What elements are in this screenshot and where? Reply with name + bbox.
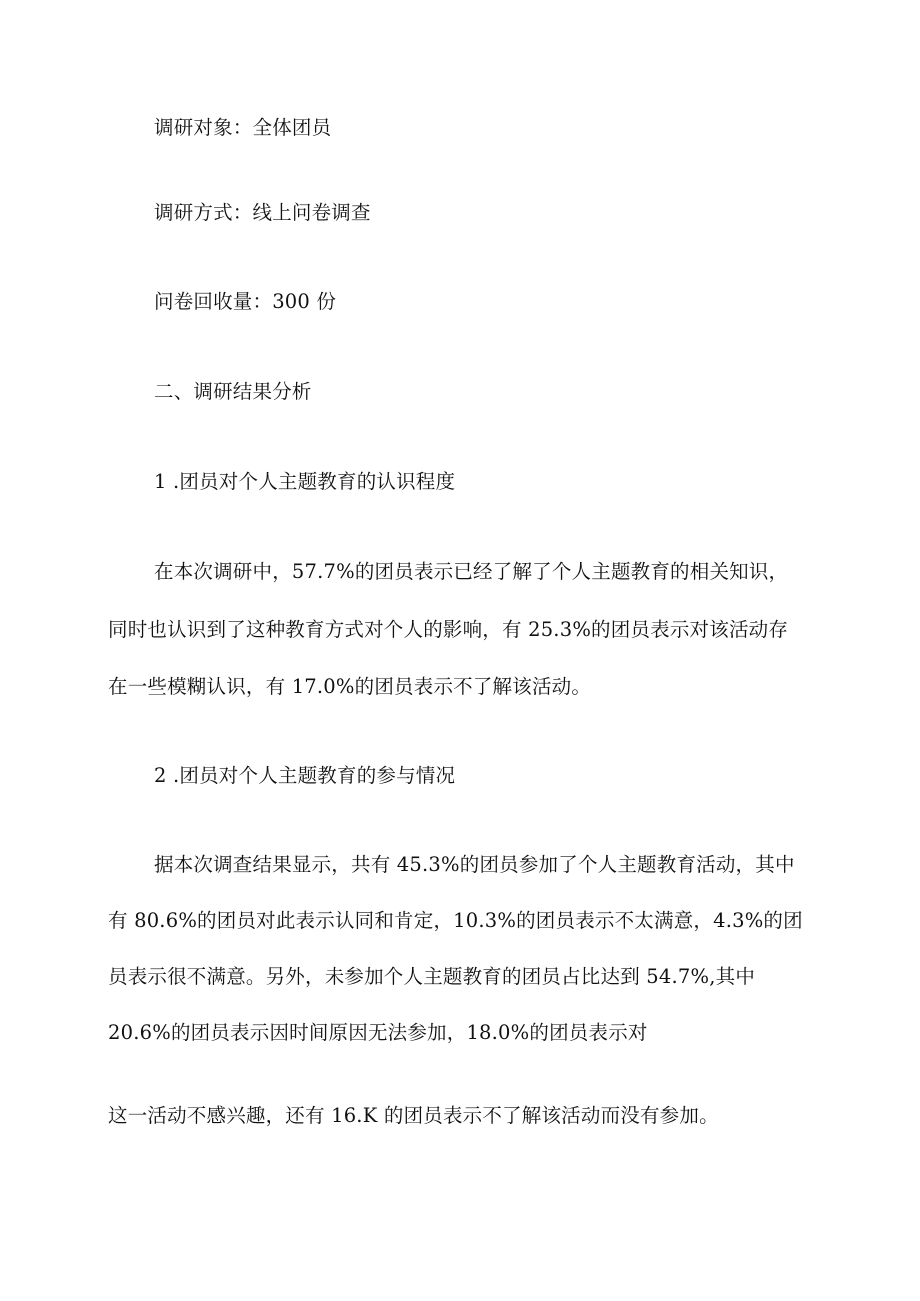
item1-title: 1 .团员对个人主题教育的认识程度 xyxy=(154,470,456,493)
item2-paragraph-line: 20.6%的团员表示因时间原因无法参加，18.0%的团员表示对 xyxy=(108,1021,648,1044)
survey-target-line: 调研对象：全体团员 xyxy=(154,116,332,139)
item2-paragraph-line: 据本次调查结果显示，共有 45.3%的团员参加了个人主题教育活动，其中 xyxy=(154,853,795,876)
item2-paragraph-line: 有 80.6%的团员对此表示认同和肯定，10.3%的团员表示不太满意，4.3%的团 xyxy=(108,909,803,932)
item1-paragraph-line: 在本次调研中，57.7%的团员表示已经了解了个人主题教育的相关知识， xyxy=(154,560,789,583)
item2-paragraph-line: 员表示很不满意。另外，未参加个人主题教育的团员占比达到 54.7%,其中 xyxy=(108,965,756,988)
item2-title: 2 .团员对个人主题教育的参与情况 xyxy=(154,764,456,787)
item1-paragraph-line: 同时也认识到了这种教育方式对个人的影响，有 25.3%的团员表示对该活动存 xyxy=(108,618,789,641)
survey-method-line: 调研方式：线上问卷调查 xyxy=(154,201,371,224)
section-heading: 二、调研结果分析 xyxy=(154,380,312,403)
item2-paragraph-line: 这一活动不感兴趣，还有 16.K 的团员表示不了解该活动而没有参加。 xyxy=(108,1104,719,1127)
item1-paragraph-line: 在一些模糊认识，有 17.0%的团员表示不了解该活动。 xyxy=(108,675,592,698)
questionnaire-count-line: 问卷回收量：300 份 xyxy=(154,290,337,313)
